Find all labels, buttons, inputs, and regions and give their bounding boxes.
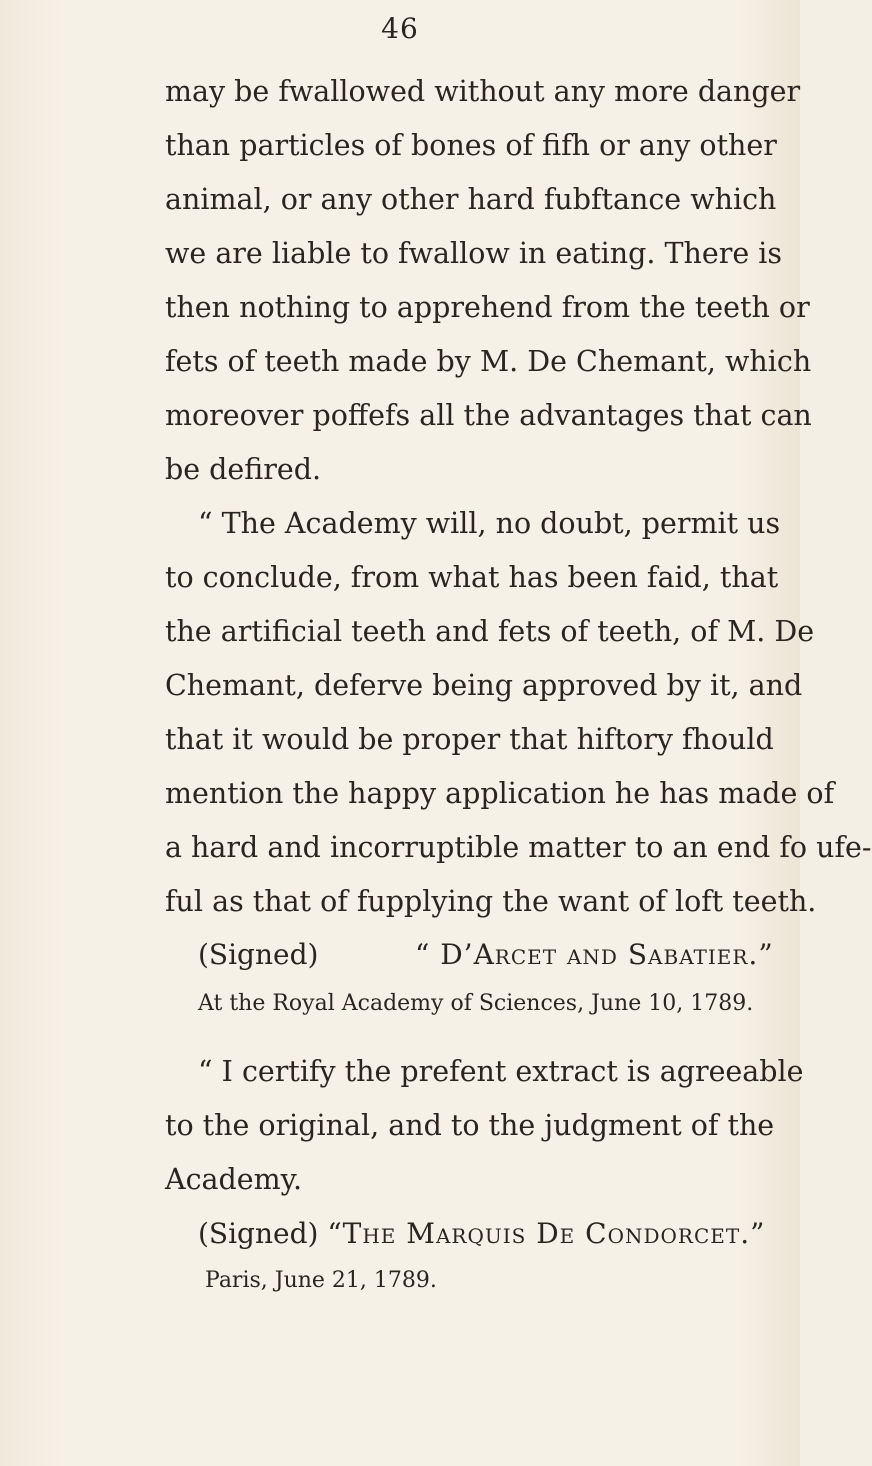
text-line: be defired. xyxy=(165,453,322,486)
spacer xyxy=(165,1027,772,1045)
text-line: ful as that of fupplying the want of loft teeth. xyxy=(165,885,817,918)
text-line: the artificial teeth and fets of teeth, of M. De xyxy=(165,615,815,648)
dateline: Paris, June 21, 1789. xyxy=(205,1268,437,1293)
text-line: to conclude, from what has been faid, that xyxy=(165,561,779,594)
signatory-names: “The Marquis De Condorcet.” xyxy=(327,1217,766,1250)
signed-label: (Signed) xyxy=(198,938,319,971)
text-line: we are liable to fwallow in eating. There is xyxy=(165,237,783,270)
text-line: moreover poffefs all the advantages that can xyxy=(165,399,812,432)
signed-label: (Signed) xyxy=(198,1217,319,1250)
signature-line xyxy=(165,1207,772,1261)
text-line: Academy. xyxy=(165,1163,303,1196)
text-line: “ I certify the prefent extract is agreeable xyxy=(198,1055,804,1088)
page-number: 46 xyxy=(381,12,419,45)
text-line: mention the happy application he has made of xyxy=(165,777,835,810)
text-line: fets of teeth made by M. De Chemant, which xyxy=(165,345,812,378)
signature-line xyxy=(165,929,772,981)
signatory-names: “ D’Arcet and Sabatier.” xyxy=(415,938,774,971)
text-line: to the original, and to the judgment of the xyxy=(165,1109,775,1142)
text-line: then nothing to apprehend from the teeth or xyxy=(165,291,810,324)
dateline: At the Royal Academy of Sciences, June 10, 1789. xyxy=(198,991,754,1016)
text-line: that it would be proper that hiftory fhould xyxy=(165,723,774,756)
text-line: animal, or any other hard fubftance which xyxy=(165,183,777,216)
text-line: a hard and incorruptible matter to an end fo ufe- xyxy=(165,831,872,864)
text-line: may be fwallowed without any more danger xyxy=(165,75,801,108)
body-text xyxy=(165,65,872,1301)
text-line: Chemant, deferve being approved by it, and xyxy=(165,669,803,702)
text-line: “ The Academy will, no doubt, permit us xyxy=(198,507,781,540)
text-line: than particles of bones of fifh or any other xyxy=(165,129,777,162)
